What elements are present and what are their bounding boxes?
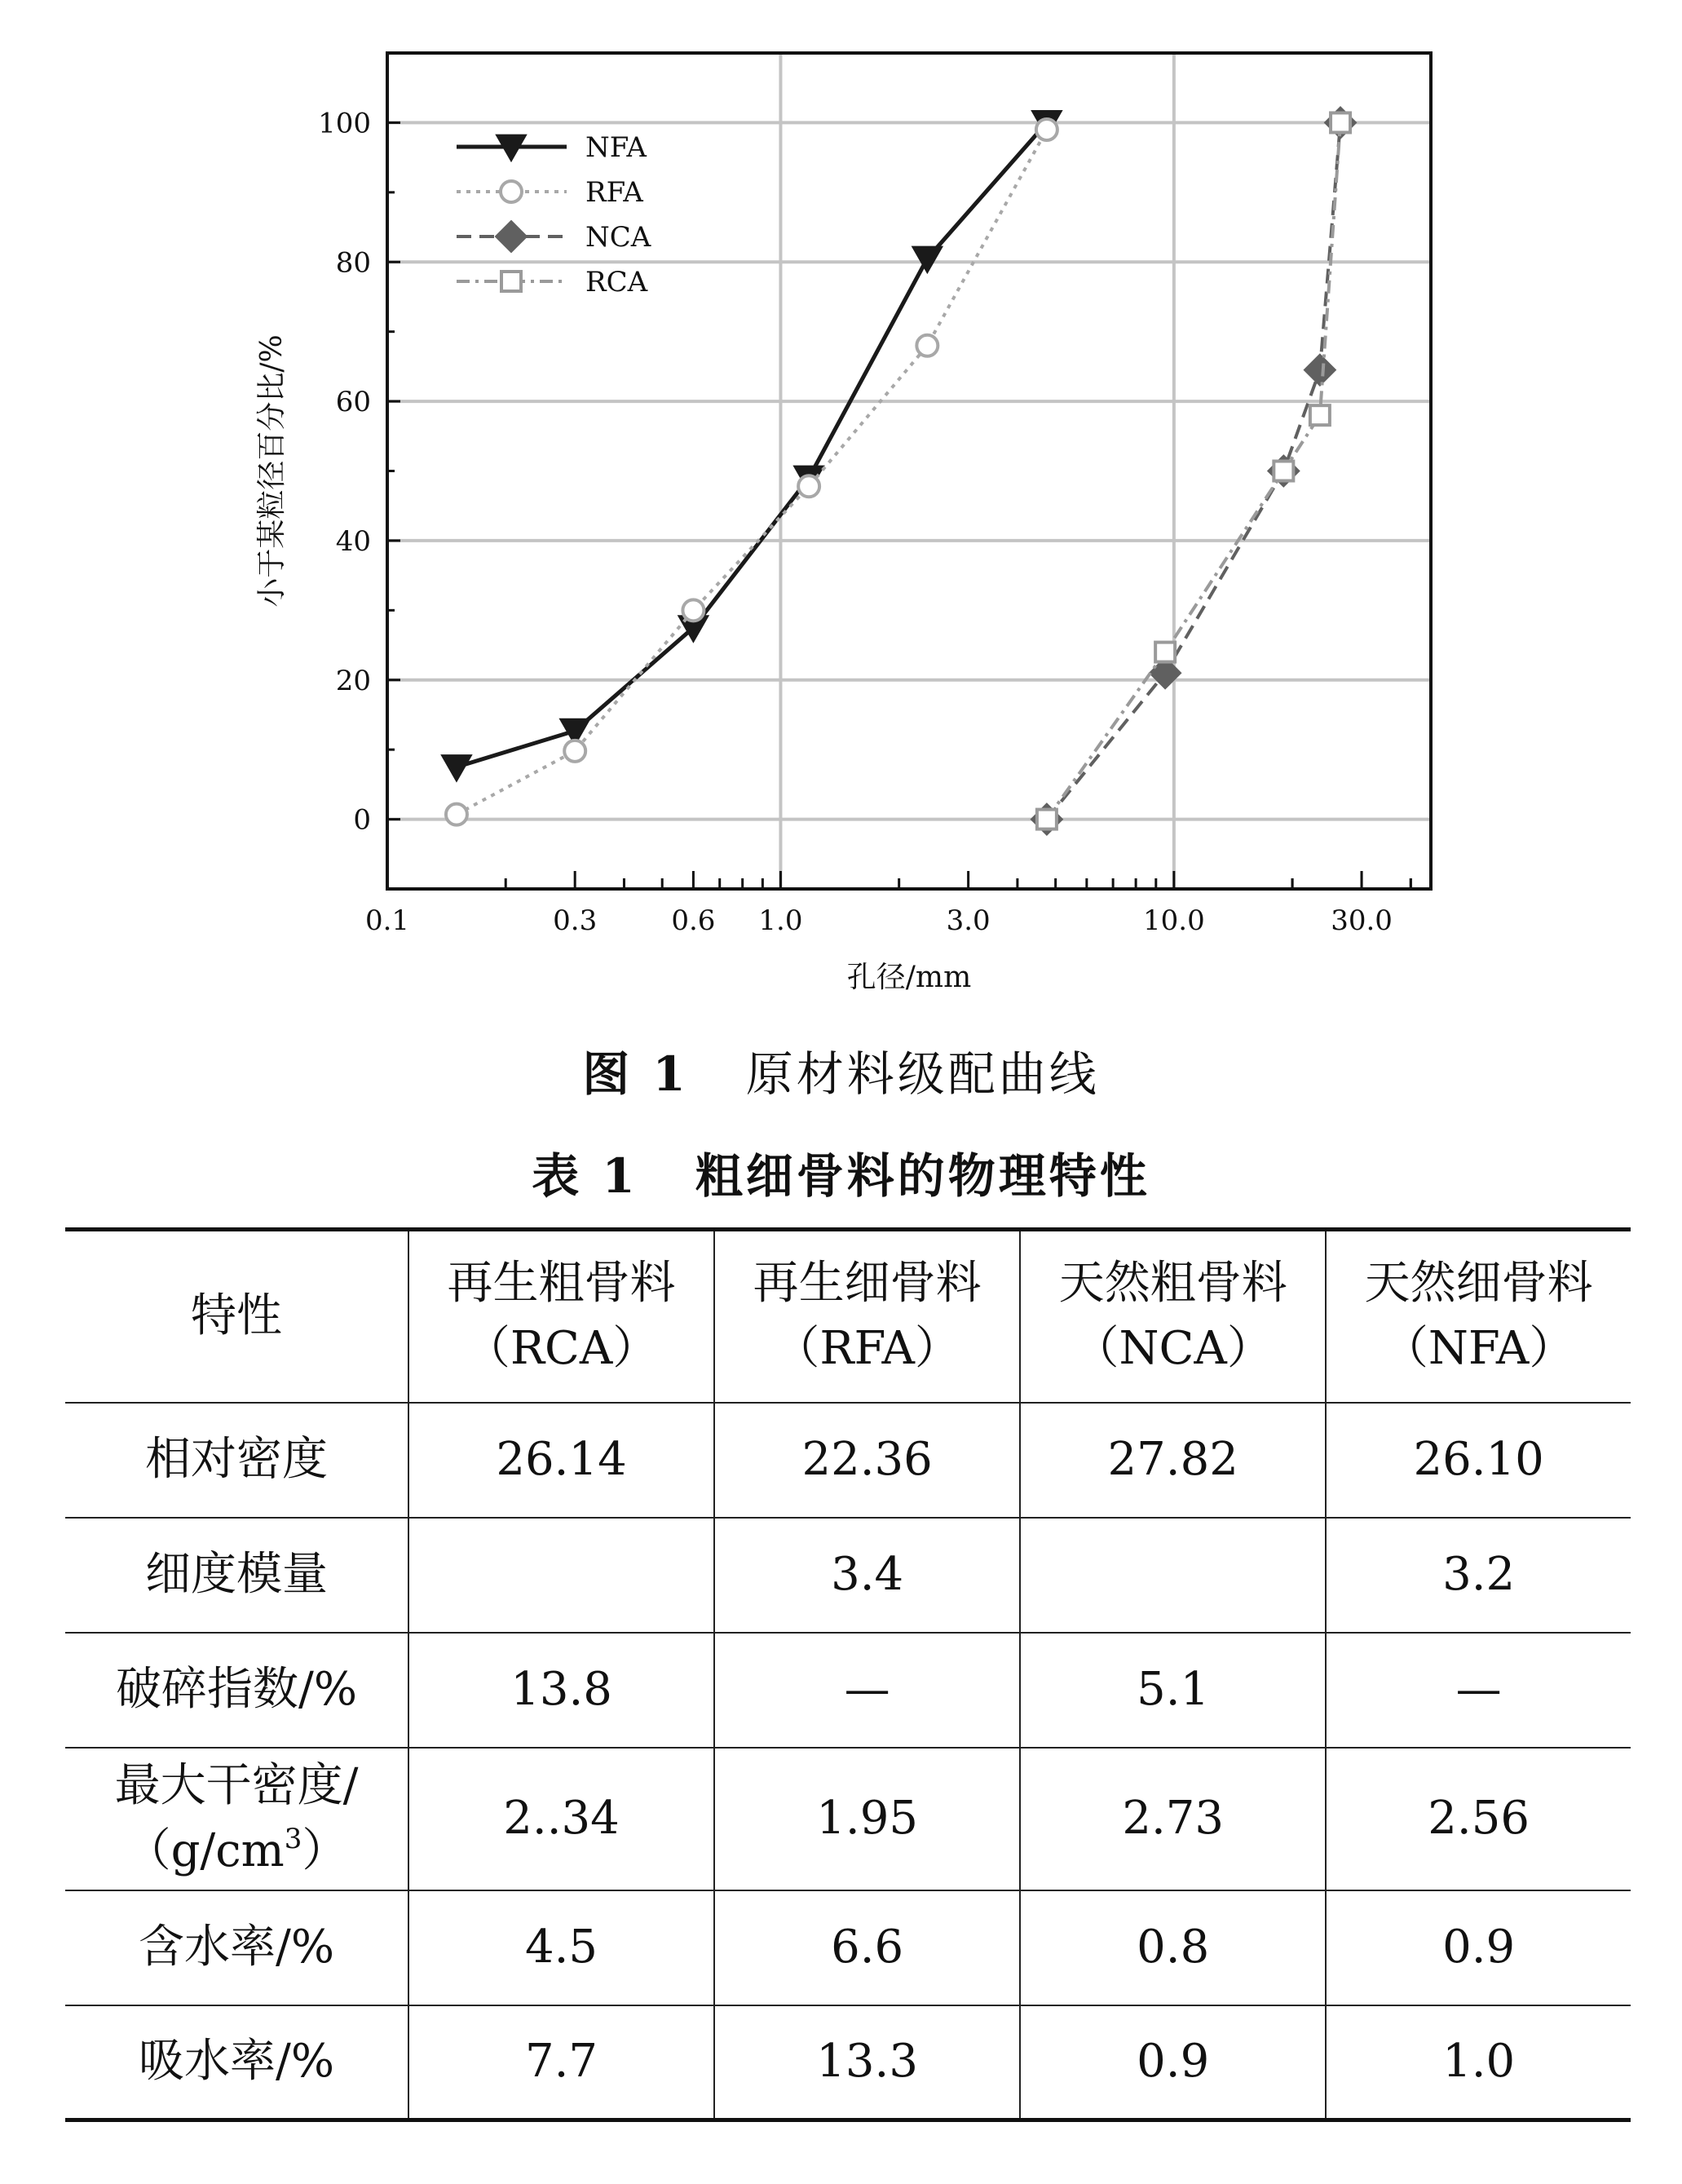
table-row-water-absorption — [65, 2005, 1631, 2120]
cell-nfa: 26.10 — [1326, 1403, 1631, 1518]
legend — [457, 131, 651, 298]
cell-rca — [408, 1518, 714, 1633]
cell-nca: 0.9 — [1020, 2005, 1326, 2120]
series-line — [457, 122, 1047, 767]
series-line — [457, 130, 1047, 815]
x-tick-label: 10.0 — [1143, 904, 1205, 937]
header-nca-name: 天然粗骨料 — [1058, 1257, 1287, 1311]
cell-rfa: 13.3 — [714, 2005, 1020, 2120]
data-point — [1305, 355, 1335, 386]
cell-rfa: 3.4 — [714, 1518, 1020, 1633]
y-tick-label: 80 — [335, 246, 371, 280]
header-rfa — [714, 1230, 1020, 1403]
cell-nca: 27.82 — [1020, 1403, 1326, 1518]
header-rca — [408, 1230, 714, 1403]
properties-table — [65, 1227, 1631, 2122]
x-tick-label: 3.0 — [946, 904, 991, 937]
row-label-unit-sup: 3 — [284, 1823, 302, 1855]
data-point — [501, 272, 521, 291]
header-rfa-name: 再生细骨料 — [753, 1257, 982, 1311]
row-label: 相对密度 — [65, 1403, 408, 1518]
y-tick-label: 100 — [318, 107, 371, 140]
header-nca — [1020, 1230, 1326, 1403]
row-label: 细度模量 — [65, 1518, 408, 1633]
cell-rfa: 22.36 — [714, 1403, 1020, 1518]
row-label: 破碎指数/% — [65, 1633, 408, 1748]
cell-nca: 0.8 — [1020, 1890, 1326, 2005]
cell-nfa: — — [1326, 1633, 1631, 1748]
cell-rca: 7.7 — [408, 2005, 714, 2120]
row-label-unit-close: ） — [302, 1824, 348, 1877]
cell-rfa: 1.95 — [714, 1748, 1020, 1890]
row-label: 吸水率/% — [65, 2005, 408, 2120]
x-axis-label: 孔径/mm — [846, 961, 972, 994]
data-point — [1331, 113, 1350, 132]
row-label-main: 最大干密度/ — [114, 1759, 359, 1812]
header-nfa — [1326, 1230, 1631, 1403]
y-axis-label: 小于某粒径百分比/% — [255, 334, 289, 608]
cell-rca: 4.5 — [408, 1890, 714, 2005]
cell-nfa: 0.9 — [1326, 1890, 1631, 2005]
header-nfa-name: 天然细骨料 — [1364, 1257, 1593, 1311]
grading-chart — [0, 0, 1682, 1003]
x-tick-label: 30.0 — [1331, 904, 1393, 937]
data-point — [1036, 119, 1057, 140]
header-nfa-abbr: （NFA） — [1382, 1322, 1575, 1376]
cell-nfa: 3.2 — [1326, 1518, 1631, 1633]
row-label: 含水率/% — [65, 1890, 408, 2005]
table-header-row — [65, 1230, 1631, 1403]
y-tick-label: 40 — [335, 524, 371, 558]
x-tick-label: 1.0 — [758, 904, 803, 937]
cell-nca — [1020, 1518, 1326, 1633]
data-point — [1310, 405, 1330, 425]
data-point — [798, 475, 819, 497]
table-caption — [0, 1138, 1682, 1206]
table-row-relative-density — [65, 1403, 1631, 1518]
data-point — [496, 221, 527, 252]
cell-rca: 26.14 — [408, 1403, 714, 1518]
data-point — [446, 804, 467, 825]
table-row-water-content — [65, 1890, 1631, 2005]
figure-caption-text: 原材料级配曲线 — [745, 1046, 1100, 1102]
table-row-max-dry-density — [65, 1748, 1631, 1890]
data-point — [1155, 643, 1175, 662]
cell-nca: 5.1 — [1020, 1633, 1326, 1748]
legend-label: RCA — [585, 266, 648, 298]
data-point — [442, 755, 471, 781]
header-rfa-abbr: （RFA） — [774, 1322, 960, 1376]
y-tick-label: 60 — [335, 386, 371, 419]
y-tick-label: 0 — [353, 803, 371, 837]
table-caption-text: 粗细骨料的物理特性 — [695, 1148, 1150, 1204]
header-property: 特性 — [65, 1230, 408, 1403]
figure-caption-number: 图 1 — [582, 1046, 689, 1102]
cell-nfa: 2.56 — [1326, 1748, 1631, 1890]
data-point — [564, 741, 585, 762]
table-row-fineness-modulus — [65, 1518, 1631, 1633]
row-label-unit — [65, 1819, 408, 1884]
x-tick-label: 0.3 — [553, 904, 598, 937]
header-nca-abbr: （NCA） — [1073, 1322, 1273, 1376]
cell-rca: 13.8 — [408, 1633, 714, 1748]
cell-rfa: — — [714, 1633, 1020, 1748]
series-nca — [1031, 107, 1356, 834]
table-row-crushing-index — [65, 1633, 1631, 1748]
series-rca — [1037, 113, 1350, 829]
legend-label: NFA — [585, 131, 647, 164]
figure-caption — [0, 1036, 1682, 1104]
legend-label: RFA — [585, 176, 643, 209]
x-tick-label: 0.1 — [364, 904, 410, 937]
x-tick-label: 0.6 — [671, 904, 716, 937]
y-tick-label: 20 — [335, 664, 371, 697]
data-point — [1274, 462, 1293, 481]
data-point — [682, 599, 704, 621]
grading-chart-svg — [0, 0, 1682, 1003]
cell-nfa: 1.0 — [1326, 2005, 1631, 2120]
data-point — [1037, 810, 1057, 829]
cell-rfa: 6.6 — [714, 1890, 1020, 2005]
header-rca-name: 再生粗骨料 — [447, 1257, 676, 1311]
row-label-unit-text: （g/cm — [125, 1824, 285, 1877]
cell-rca: 2..34 — [408, 1748, 714, 1890]
series-rfa — [446, 119, 1057, 825]
table-caption-number: 表 1 — [532, 1148, 638, 1204]
header-rca-abbr: （RCA） — [464, 1322, 659, 1376]
cell-nca: 2.73 — [1020, 1748, 1326, 1890]
data-point — [916, 335, 938, 356]
data-point — [501, 181, 522, 202]
row-label — [65, 1748, 408, 1890]
data-point — [912, 247, 942, 273]
legend-label: NCA — [585, 221, 651, 254]
